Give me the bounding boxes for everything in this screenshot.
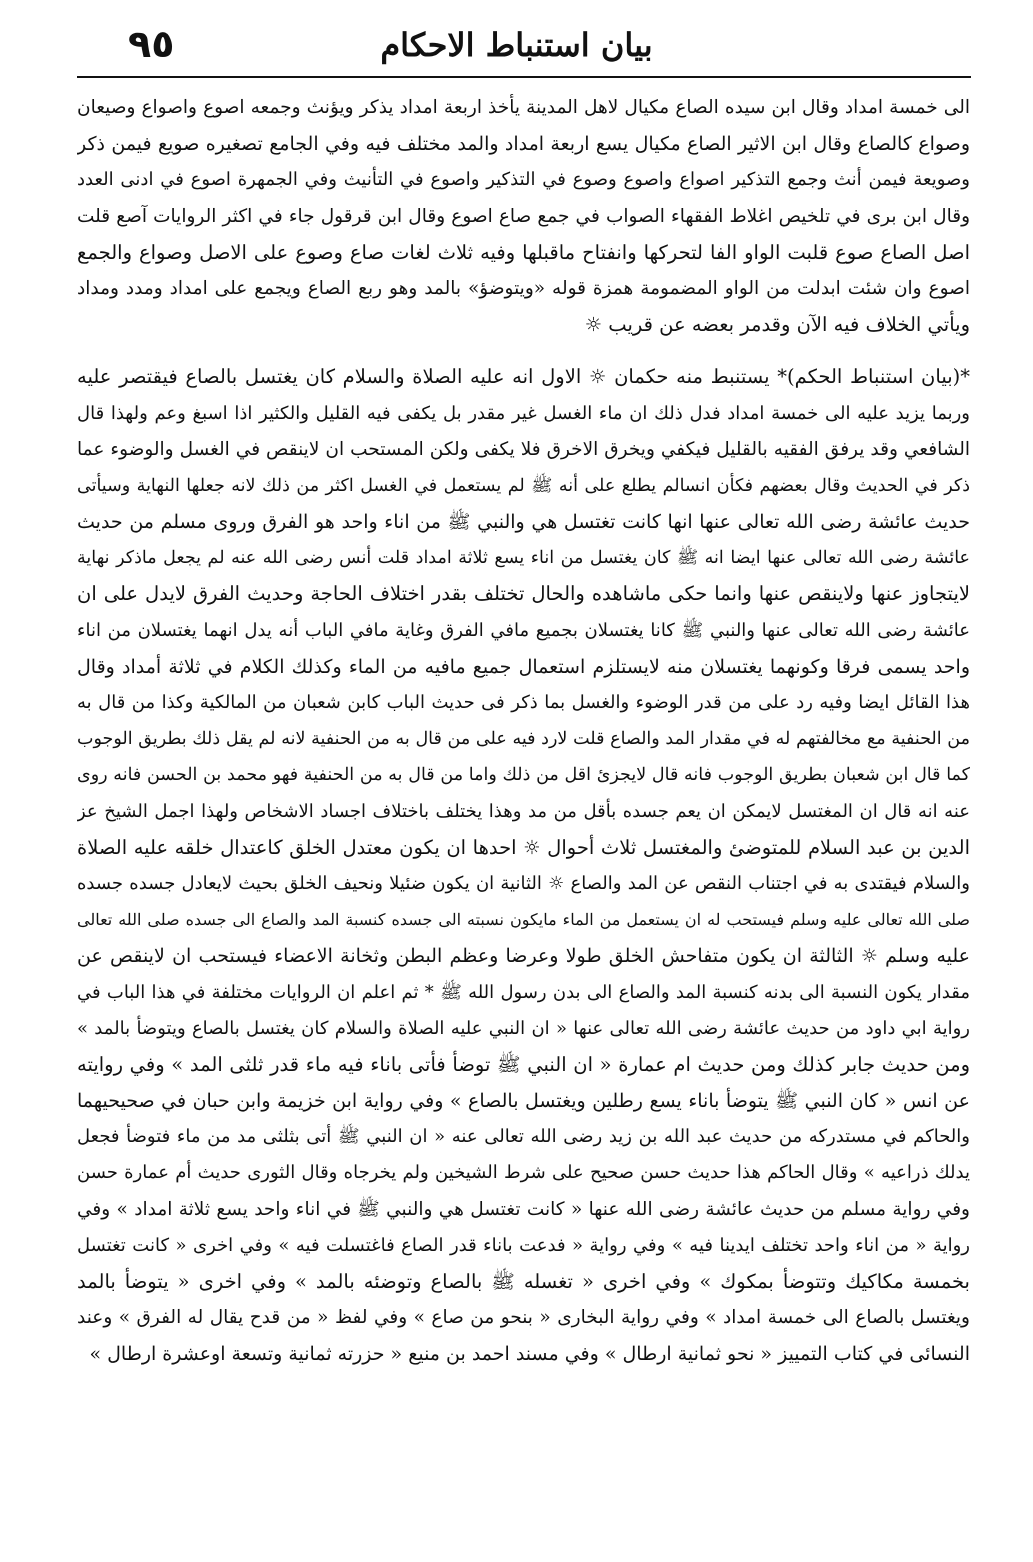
text-line: وفي رواية مسلم من حديث عائشة رضى الله عنها « كانت تغتسل هي والنبي ﷺ في اناء واحد يسع ثلاثة امداد » وفي xyxy=(77,1198,970,1220)
text-line: مقدار يكون النسبة الى بدنه كنسبة المد والصاع الى بدن رسول الله ﷺ * ثم اعلم ان الروايات مختلفة في هذا الباب في xyxy=(77,981,970,1003)
text-line: ويأتي الخلاف فيه الآن وقدمر بعضه عن قريب ☼ xyxy=(584,313,970,337)
text-line: الدين بن عبد السلام للمتوضئ والمغتسل ثلاث أحوال ☼ احدها ان يكون معتدل الخلق كاعتدال خلقه عليه الصلاة xyxy=(77,835,970,859)
text-line: حديث عائشة رضى الله تعالى عنها انها كانت تغتسل هي والنبي ﷺ من اناء واحد هو الفرق وروى مسلم من حديث xyxy=(77,511,970,534)
text-line: واحد يسمى فرقا وكونهما يغتسلان منه لايستلزم استعمال جميع مافيه من الماء وكذلك الكلام في ثلاثة أمداد وقال xyxy=(77,655,970,678)
text-line: عليه وسلم ☼ الثالثة ان يكون متفاحش الخلق طولا وعرضا وعظم البطن وثخانة الاعضاء فيستحب ان لاينقص عن xyxy=(77,945,970,968)
text-line: ويغتسل بالصاع الى خمسة امداد » وفي رواية البخارى « بنحو من صاع » وفي لفظ « من قدح يقال له الفرق » وعند xyxy=(77,1307,970,1329)
text-line: الشافعي وقد يرفق الفقيه بالقليل فيكفي ويخرق الاخرق فلا يكفى ولكن المستحب ان لاينقص في الغسل والوضوء عما xyxy=(77,438,970,460)
text-line: وقال ابن برى في تلخيص اغلاط الفقهاء الصواب في جمع صاع اصوع وقال ابن قرقول جاء في اكثر الروايات آصع قلت xyxy=(77,205,970,227)
text-line: عنه انه قال ان المغتسل لايمكن ان يعم جسده بأقل من مد وهذا يختلف باختلاف اجساد الاشخاص ولهذا اجمل الشيخ عز xyxy=(77,800,970,822)
text-line: عائشة رضى الله تعالى عنها والنبي ﷺ كانا يغتسلان بجميع مافي الفرق وغاية مافي الباب أنه يدل انهما يغتسلان من اناء xyxy=(77,619,970,641)
section-sa-definition xyxy=(77,90,970,343)
text-line: اصوع وان شئت ابدلت من الواو المضمومة همزة قوله «ويتوضؤ» بالمد وهو ربع الصاع ويجمع على امداد ومدد ومداد xyxy=(77,277,970,299)
header-rule xyxy=(77,76,971,78)
text-line: وصويعة فيمن أنث وجمع التذكير اصواع واصوع وصوع في التذكير واصوع في التأنيث وفي الجمهرة اصوع في ادنى العدد xyxy=(77,169,970,191)
text-block xyxy=(77,90,970,1373)
text-line: رواية ابي داود من حديث عائشة رضى الله تعالى عنها « ان النبي عليه الصلاة والسلام كان يغتسل بالصاع ويتوضأ بالمد » xyxy=(77,1017,970,1039)
text-line: اصل الصاع صوع قلبت الواو الفا لتحركها وانفتاح ماقبلها وفيه ثلاث لغات صاع وصوع على الاصل وصواع والجمع xyxy=(77,240,970,264)
text-line: رواية « من اناء واحد تختلف ايدينا فيه » وفي رواية « فدعت باناء قدر الصاع فاغتسلت فيه » وفي اخرى « كانت تغتسل xyxy=(77,1234,970,1256)
section-istinbat-al-hukm xyxy=(77,359,970,1372)
text-line: الى خمسة امداد وقال ابن سيده الصاع مكيال لاهل المدينة يأخذ اربعة امداد يذكر ويؤنث وجمعه اصوع واصواع وصيعان xyxy=(77,97,970,118)
text-line: كما قال ابن شعبان بطريق الوجوب فانه قال لايجزئ اقل من ذلك واما من قال به من الحنفية فهو محمد بن الحسن فانه روى xyxy=(77,765,970,786)
text-line: وربما يزيد عليه الى خمسة امداد فدل ذلك ان ماء الغسل غير مقدر بل يكفى فيه القليل والكثير اذا اسبغ وعم ولهذا قال xyxy=(77,402,970,424)
text-line: والحاكم في مستدركه من حديث عبد الله بن زيد رضى الله تعالى عنه « ان النبي ﷺ أتى بثلثى مد من ماء فتوضأ فجعل xyxy=(77,1126,970,1148)
running-header-title: بيان استنباط الاحكام xyxy=(380,26,653,64)
text-line: هذا القائل ايضا وفيه رد على من قدر الوضوء والغسل بما ذكر فى حديث الباب كابن شعبان من المالكية وكذا من قال به xyxy=(77,692,970,713)
text-line: والسلام فيقتدى به في اجتناب النقص عن المد والصاع ☼ الثانية ان يكون ضئيلا ونحيف الخلق بحيث لايعادل جسده جسده xyxy=(77,872,970,894)
text-line: عائشة رضى الله تعالى عنها ايضا انه ﷺ كان يغتسل من اناء يسع ثلاثة امداد قلت أنس رضى الله عنه لم يجعل ماذكر نهاية xyxy=(77,548,970,569)
text-line: لايتجاوز عنها ولاينقص عنها وانما حكى ماشاهده والحال تختلف بقدر اختلاف الحاجة وحديث الفرق لايدل على ان xyxy=(77,582,970,606)
section-gap xyxy=(77,343,970,359)
text-line: من الحنفية مع مخالفتهم له في مقدار المد والصاع قلت لارد فيه على من قال به من الحنفية لانه لم يقل ذلك بطريق الوجوب xyxy=(77,729,970,750)
page-number: ٩٥ xyxy=(128,22,175,66)
text-line: وصواع كالصاع وقال ابن الاثير الصاع مكيال يسع اربعة امداد والمد مختلف فيه وفي الجامع تصغيره صويع فيمن ذكر xyxy=(77,133,970,156)
text-line: يدلك ذراعيه » وقال الحاكم هذا حديث حسن صحيح على شرط الشيخين ولم يخرجاه وقال الثورى حديث أم عمارة حسن xyxy=(77,1162,970,1184)
text-line: صلى الله تعالى عليه وسلم فيستحب له ان يستعمل من الماء مايكون نسبته الى جسده كنسبة المد والصاع الى جسده صلى الله تعالى xyxy=(77,910,970,930)
text-line: ذكر في الحديث وقال بعضهم فكأن انسالم يطلع على أنه ﷺ لم يستعمل في الغسل اكثر من ذلك لانه جعلها النهاية وسيأتى xyxy=(77,475,970,496)
text-line: بخمسة مكاكيك وتتوضأ بمكوك » وفي اخرى « تغسله ﷺ بالصاع وتوضئه بالمد » وفي اخرى « يتوضأ بالمد xyxy=(77,1270,970,1293)
text-line: النسائى في كتاب التمييز « نحو ثمانية ارطال » وفي مسند احمد بن منيع « حزرته ثمانية وتسعة اوعشرة ارطال » xyxy=(89,1343,970,1366)
text-line: ومن حديث جابر كذلك ومن حديث ام عمارة « ان النبي ﷺ توضأ فأتى باناء فيه ماء قدر ثلثى المد » وفي روايته xyxy=(77,1052,970,1076)
text-line: عن انس « كان النبي ﷺ يتوضأ باناء يسع رطلين ويغتسل بالصاع » وفي رواية ابن خزيمة وابن حبان في صحيحيهما xyxy=(77,1090,970,1113)
text-line: *(بيان استنباط الحكم)* يستنبط منه حكمان ☼ الاول انه عليه الصلاة والسلام كان يغتسل بالصاع فيقتصر عليه xyxy=(77,365,970,389)
